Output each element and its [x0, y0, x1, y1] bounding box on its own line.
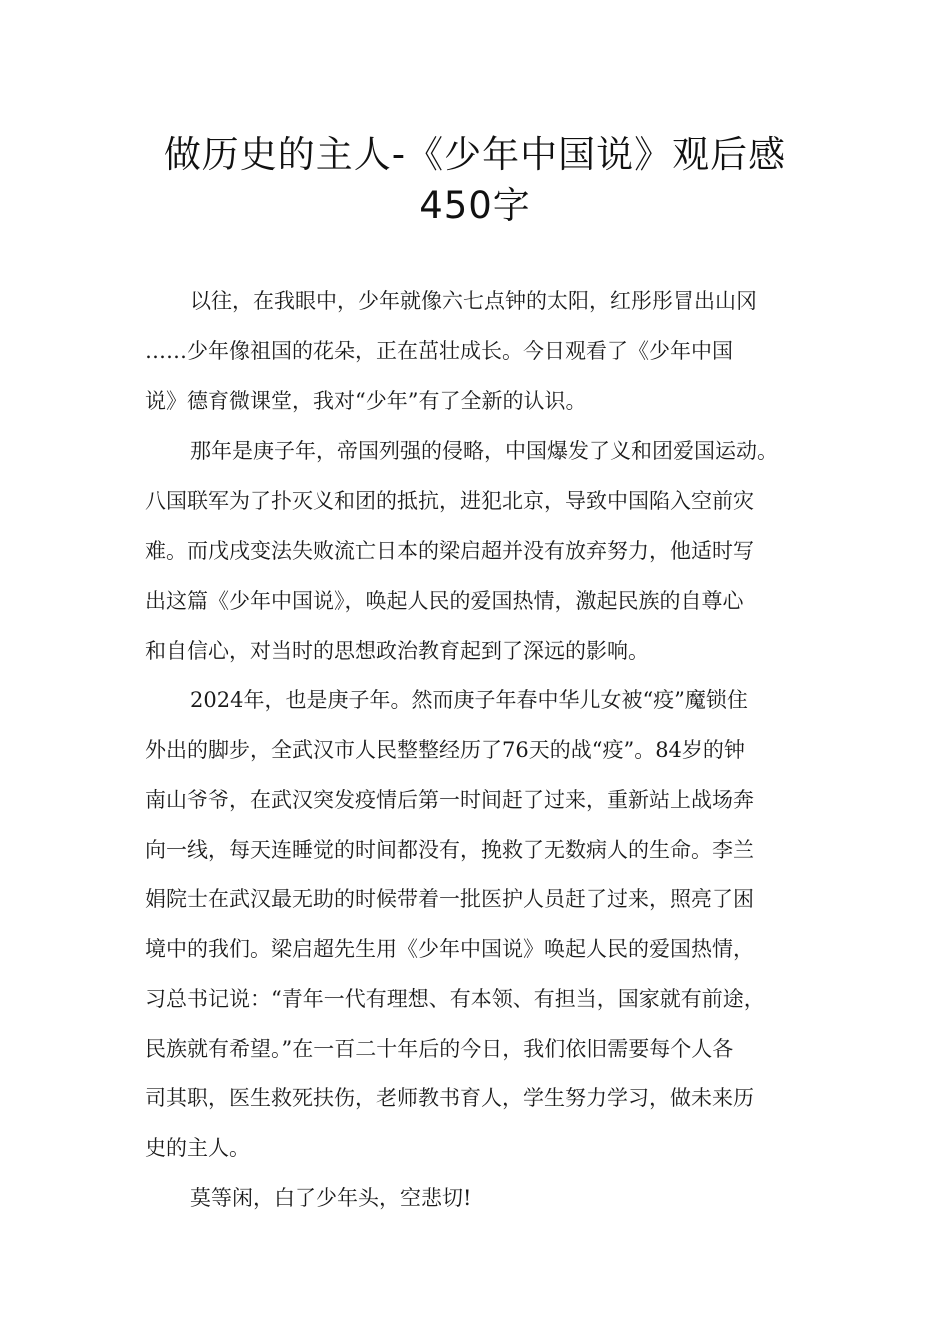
paragraph-3-line-1: 2024年，也是庚子年。然而庚子年春中华儿女被“疫”魔锁住: [190, 688, 748, 712]
paragraph-3-line-5: 娟院士在武汉最无助的时候带着一批医护人员赶了过来，照亮了困: [145, 887, 754, 911]
paragraph-3-line-9: 司其职，医生救死扶伤，老师教书育人，学生努力学习，做未来历: [145, 1086, 754, 1110]
paragraph-1-line-2: ……少年像祖国的花朵，正在茁壮成长。今日观看了《少年中国: [145, 339, 733, 363]
paragraph-3-line-4: 向一线，每天连睡觉的时间都没有，挽救了无数病人的生命。李兰: [145, 838, 754, 862]
document-title-line-1: 做历史的主人-《少年中国说》观后感: [163, 133, 787, 176]
paragraph-3-line-6: 境中的我们。梁启超先生用《少年中国说》唤起人民的爱国热情，: [145, 937, 754, 961]
paragraph-1-line-3: 说》德育微课堂，我对“少年”有了全新的认识。: [145, 389, 587, 413]
paragraph-3-line-8: 民族就有希望。”在一百二十年后的今日，我们依旧需要每个人各: [145, 1037, 734, 1061]
paragraph-3-line-10: 史的主人。: [145, 1136, 250, 1160]
paragraph-2-line-1: 那年是庚子年，帝国列强的侵略，中国爆发了义和团爱国运动。: [190, 439, 778, 463]
paragraph-2-line-3: 难。而戊戌变法失败流亡日本的梁启超并没有放弃努力，他适时写: [145, 539, 754, 563]
document-title-line-2: 450字: [419, 184, 531, 227]
paragraph-2-line-2: 八国联军为了扑灭义和团的抵抗，进犯北京，导致中国陷入空前灾: [145, 489, 754, 513]
paragraph-4-line-1: 莫等闲，白了少年头，空悲切!: [190, 1186, 472, 1210]
paragraph-2-line-5: 和自信心，对当时的思想政治教育起到了深远的影响。: [145, 639, 649, 663]
paragraph-3-line-3: 南山爷爷，在武汉突发疫情后第一时间赶了过来，重新站上战场奔: [145, 788, 754, 812]
paragraph-1-line-1: 以往，在我眼中，少年就像六七点钟的太阳，红彤彤冒出山冈: [190, 289, 757, 313]
paragraph-3-line-7: 习总书记说：“青年一代有理想、有本领、有担当，国家就有前途，: [145, 987, 765, 1011]
paragraph-3-line-2: 外出的脚步，全武汉市人民整整经历了76天的战“疫”。84岁的钟: [145, 738, 745, 762]
paragraph-2-line-4: 出这篇《少年中国说》，唤起人民的爱国热情，激起民族的自尊心: [145, 589, 744, 613]
